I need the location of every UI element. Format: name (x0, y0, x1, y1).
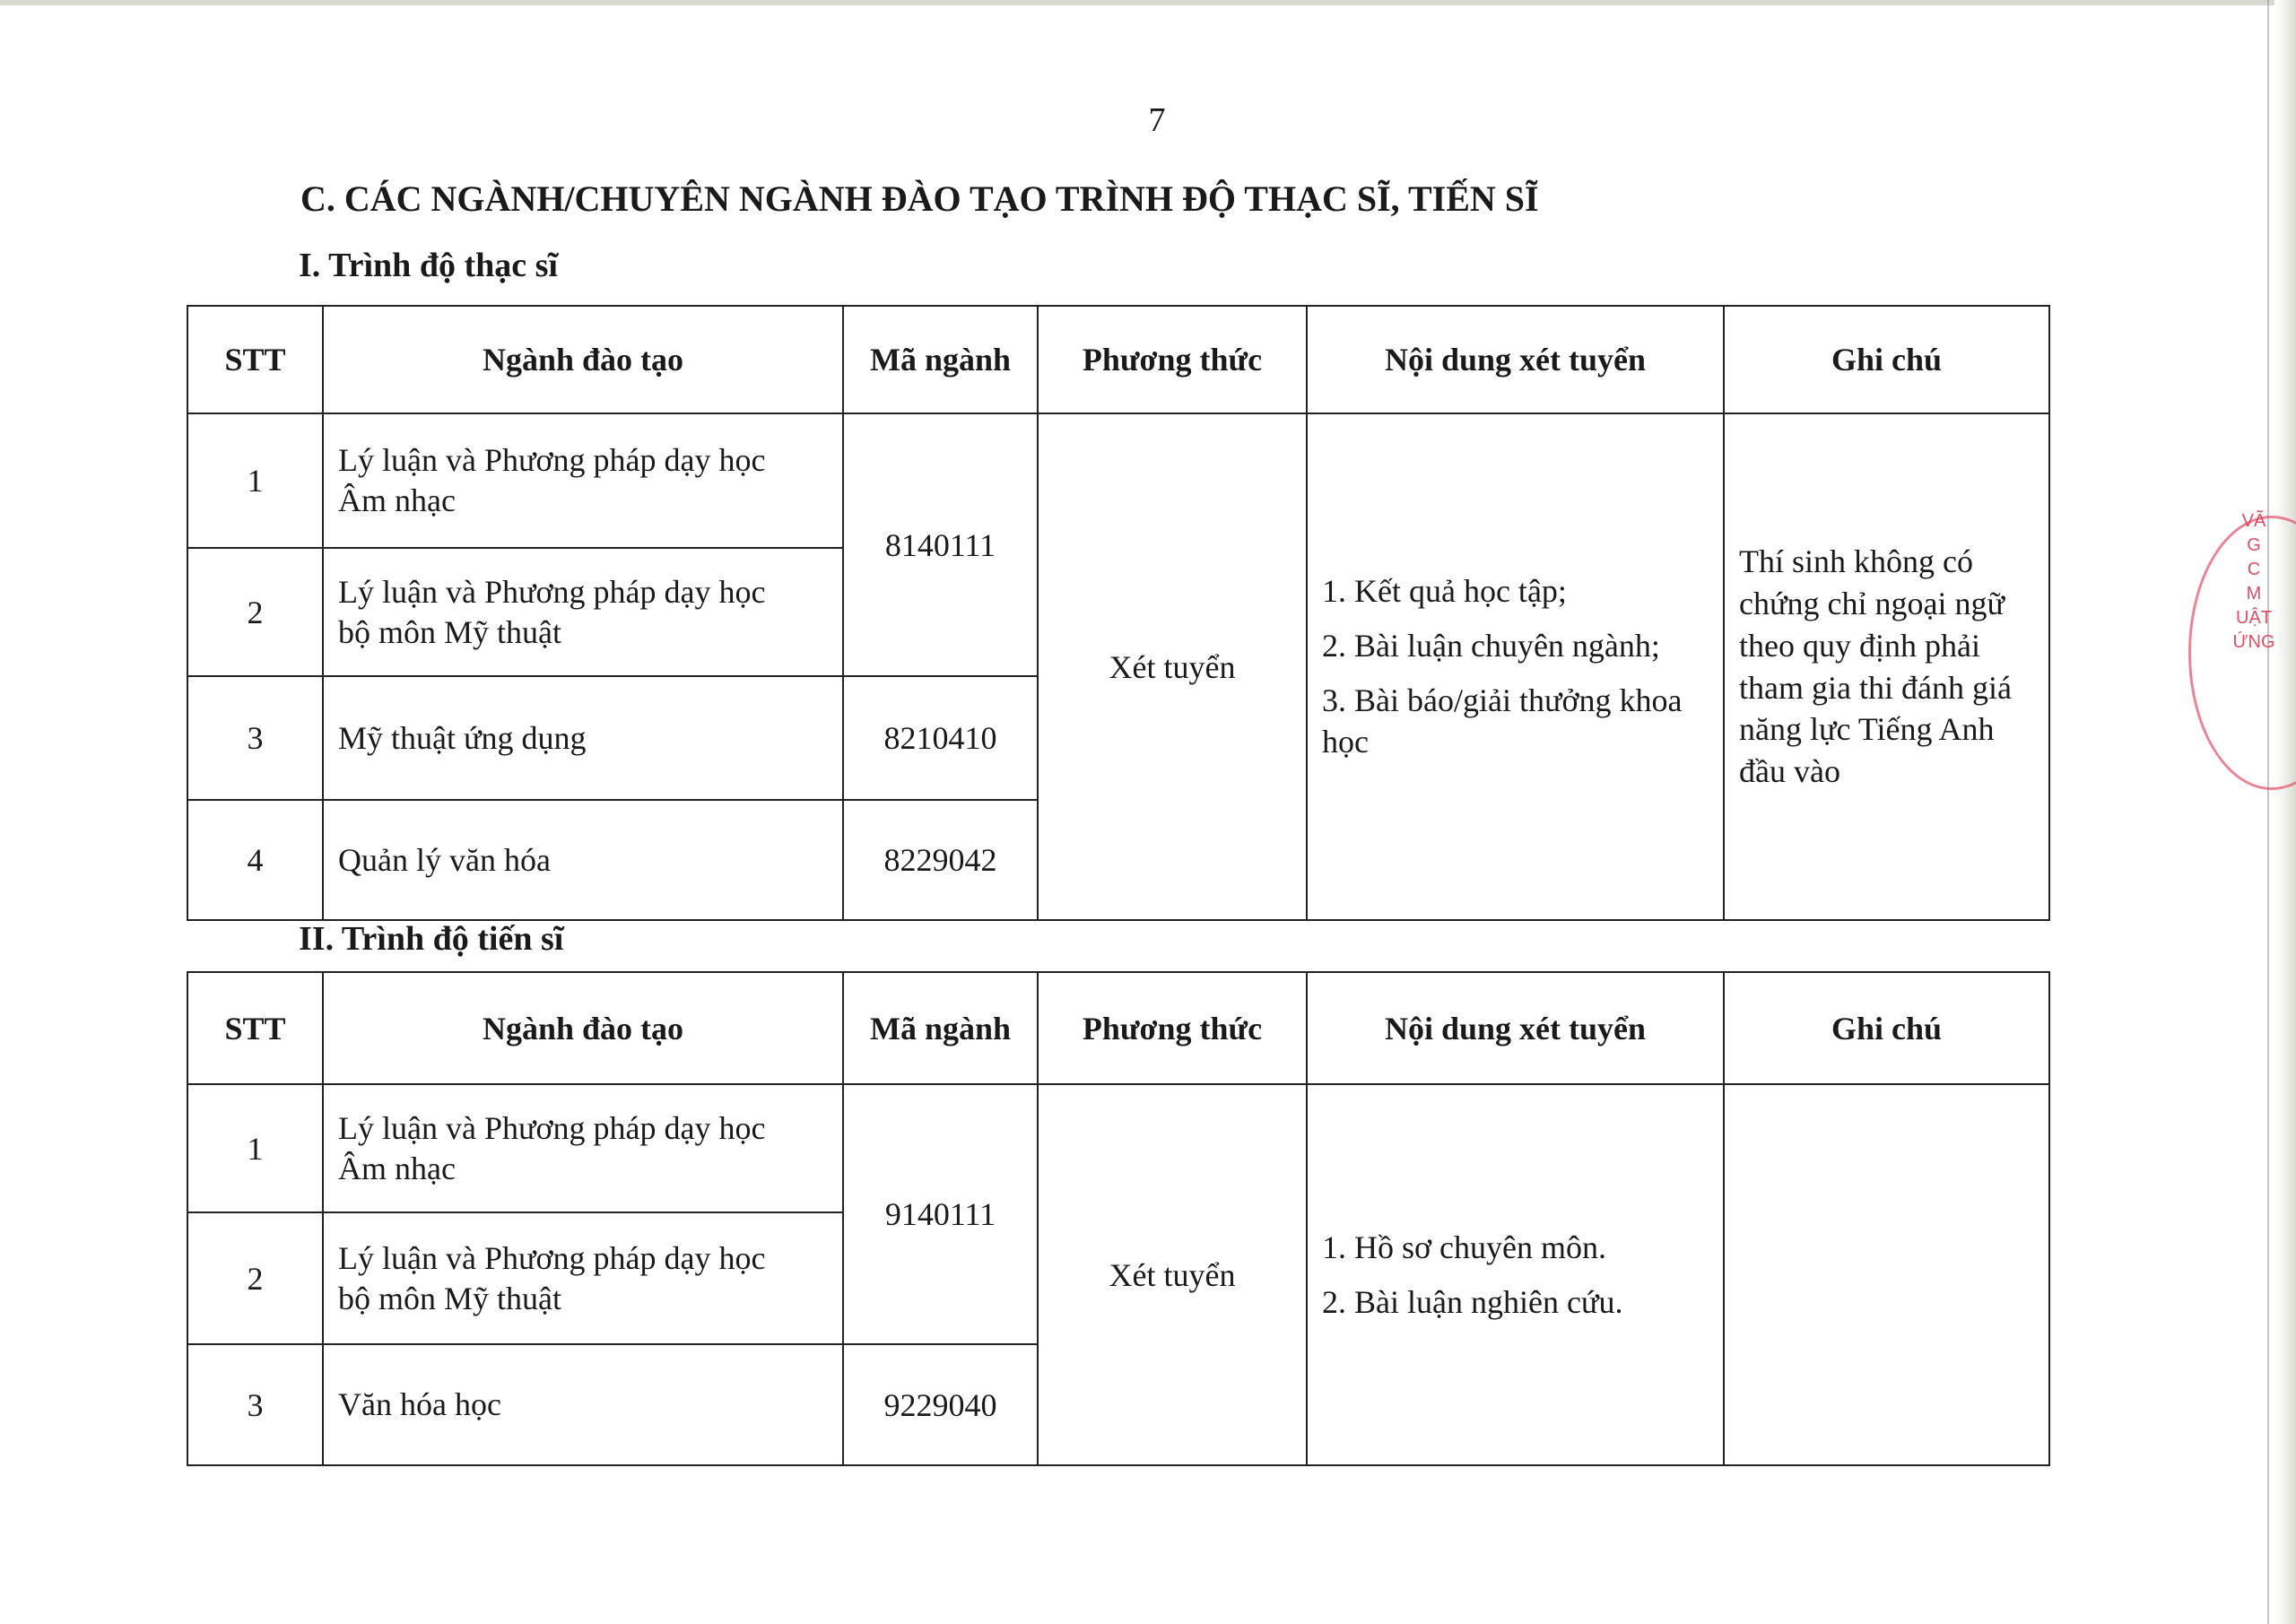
header-stt: STT (187, 306, 323, 413)
masters-heading: I. Trình độ thạc sĩ (299, 247, 558, 284)
major-cell: Văn hóa học (323, 1344, 843, 1465)
major-cell (323, 1084, 843, 1212)
stt-cell: 2 (187, 548, 323, 676)
method-cell: Xét tuyển (1038, 1084, 1307, 1465)
stamp-line: UẬT (2236, 608, 2272, 628)
method-cell: Xét tuyển (1038, 413, 1307, 920)
major-line: Lý luận và Phương pháp dạy học (338, 1109, 766, 1146)
page-number: 7 (1148, 101, 1166, 139)
header-content: Nội dung xét tuyển (1307, 306, 1724, 413)
code-cell: 8229042 (843, 800, 1038, 920)
masters-table (187, 305, 2050, 921)
stt-cell: 3 (187, 676, 323, 800)
major-line: Lý luận và Phương pháp dạy học (338, 573, 766, 610)
content-item: 1. Kết quả học tập; (1322, 572, 1567, 609)
header-code: Mã ngành (843, 306, 1038, 413)
stamp-line: G (2247, 535, 2261, 555)
red-seal-stamp (2222, 509, 2285, 787)
stt-cell: 1 (187, 413, 323, 548)
major-cell (323, 548, 843, 676)
major-cell: Quản lý văn hóa (323, 800, 843, 920)
content-cell (1307, 413, 1724, 920)
content-item: 2. Bài luận chuyên ngành; (1322, 627, 1660, 664)
major-cell (323, 413, 843, 548)
table-row (187, 1084, 2049, 1212)
code-cell: 9229040 (843, 1344, 1038, 1465)
header-method: Phương thức (1038, 306, 1307, 413)
section-heading: C. CÁC NGÀNH/CHUYÊN NGÀNH ĐÀO TẠO TRÌNH ĐỘ THẠC SĨ, TIẾN SĨ (300, 178, 1539, 219)
header-note: Ghi chú (1724, 306, 2049, 413)
header-stt: STT (187, 972, 323, 1084)
doctoral-table (187, 971, 2050, 1466)
content-item: 3. Bài báo/giải thưởng khoa học (1322, 682, 1683, 760)
stt-cell: 2 (187, 1212, 323, 1344)
stamp-line: C (2247, 560, 2261, 579)
doctoral-heading: II. Trình độ tiến sĩ (299, 920, 564, 958)
stt-cell: 1 (187, 1084, 323, 1212)
header-code: Mã ngành (843, 972, 1038, 1084)
major-line: Âm nhạc (338, 482, 456, 518)
table-header-row (187, 306, 2049, 413)
scan-top-edge (0, 0, 2296, 5)
header-note: Ghi chú (1724, 972, 2049, 1084)
major-line: bộ môn Mỹ thuật (338, 613, 561, 650)
major-line: Âm nhạc (338, 1150, 456, 1186)
major-cell: Mỹ thuật ứng dụng (323, 676, 843, 800)
content-item: 1. Hồ sơ chuyên môn. (1322, 1229, 1607, 1265)
major-cell (323, 1212, 843, 1344)
code-cell: 8210410 (843, 676, 1038, 800)
major-line: Lý luận và Phương pháp dạy học (338, 442, 766, 478)
stamp-line: M (2246, 584, 2262, 604)
table-header-row (187, 972, 2049, 1084)
scan-fold-line (2267, 0, 2269, 1624)
header-major: Ngành đào tạo (323, 972, 843, 1084)
header-content: Nội dung xét tuyển (1307, 972, 1724, 1084)
content-item: 2. Bài luận nghiên cứu. (1322, 1283, 1623, 1320)
code-cell: 8140111 (843, 413, 1038, 676)
stt-cell: 4 (187, 800, 323, 920)
major-line: Lý luận và Phương pháp dạy học (338, 1239, 766, 1276)
major-line: bộ môn Mỹ thuật (338, 1280, 561, 1316)
code-cell: 9140111 (843, 1084, 1038, 1344)
content-cell (1307, 1084, 1724, 1465)
note-cell (1724, 1084, 2049, 1465)
note-cell: Thí sinh không có chứng chỉ ngoại ngữ theo quy định phải tham gia thi đánh giá năng lực Tiếng Anh đầu vào (1724, 413, 2049, 920)
table-row (187, 413, 2049, 548)
header-major: Ngành đào tạo (323, 306, 843, 413)
header-method: Phương thức (1038, 972, 1307, 1084)
stamp-line: VÃ (2241, 511, 2266, 531)
scan-right-edge (2274, 0, 2296, 1624)
stt-cell: 3 (187, 1344, 323, 1465)
stamp-line: ỨNG (2232, 632, 2275, 652)
